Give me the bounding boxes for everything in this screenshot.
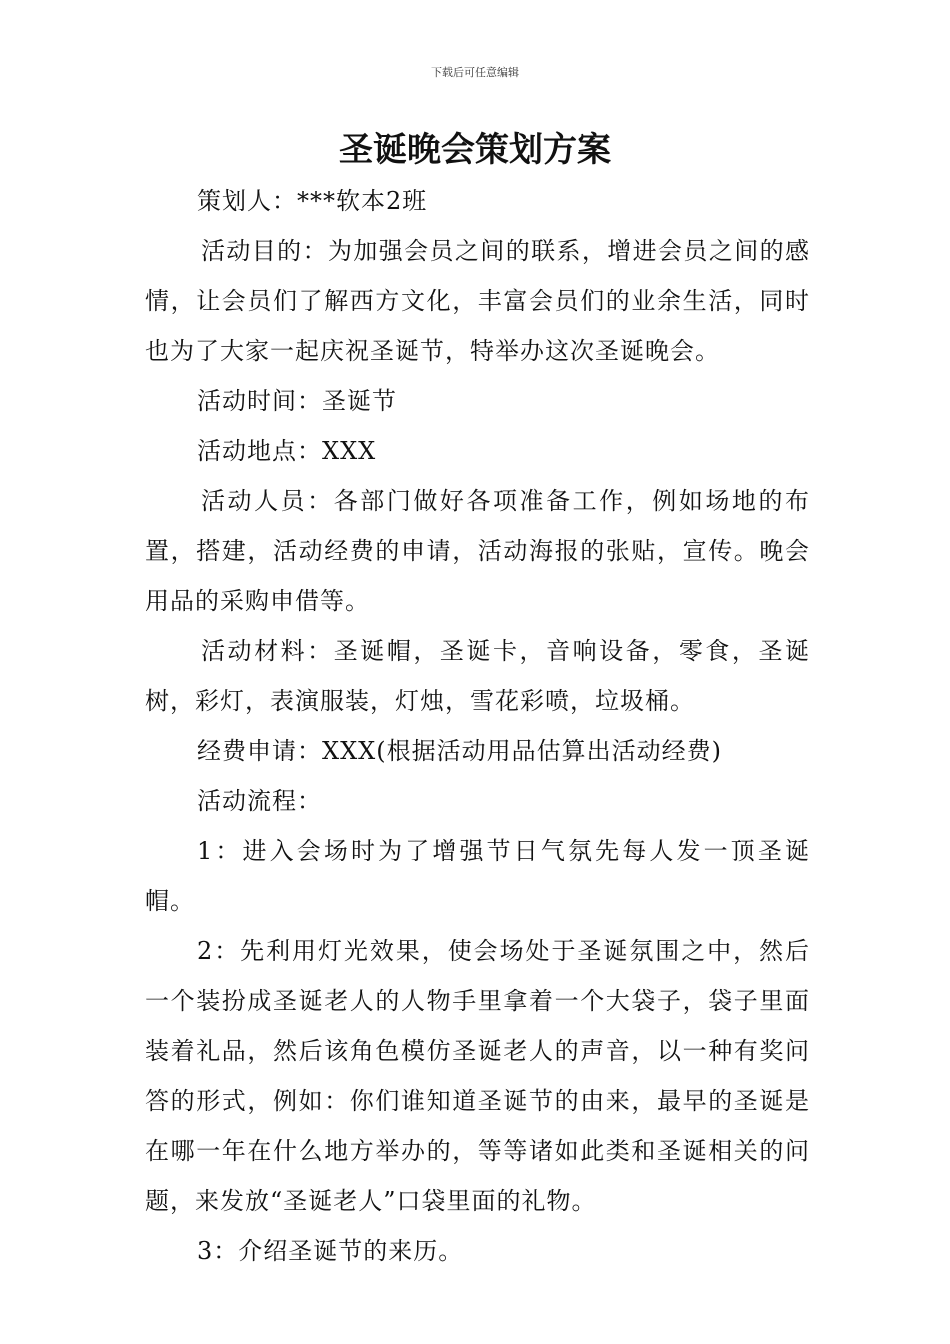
paragraph-step-2: 2：先利用灯光效果，使会场处于圣诞氛围之中，然后一个装扮成圣诞老人的人物手里拿着一个大袋子，袋子里面装着礼品，然后该角色模仿圣诞老人的声音，以一种有奖问答的形式，例如：你们谁知道圣诞节的由来，最早的圣诞是在哪一年在什么地方举办的，等等诸如此类和圣诞相关的问题，来发放“圣诞老人”口袋里面的礼物。	[145, 937, 810, 1215]
paragraph-time: 活动时间：圣诞节	[197, 387, 397, 415]
paragraph-materials: 活动材料：圣诞帽，圣诞卡，音响设备，零食，圣诞树，彩灯，表演服装，灯烛，雪花彩喷，垃圾桶。	[145, 637, 810, 715]
paragraph-staff: 活动人员：各部门做好各项准备工作，例如场地的布置，搭建，活动经费的申请，活动海报的张贴，宣传。晚会用品的采购申借等。	[145, 487, 810, 615]
paragraph-purpose: 活动目的：为加强会员之间的联系，增进会员之间的感情，让会员们了解西方文化，丰富会员们的业余生活，同时也为了大家一起庆祝圣诞节，特举办这次圣诞晚会。	[145, 237, 810, 365]
paragraph-budget: 经费申请：XXX(根据活动用品估算出活动经费)	[197, 737, 722, 765]
paragraph-location: 活动地点：XXX	[197, 437, 377, 465]
header-note: 下载后可任意编辑	[431, 66, 519, 79]
document-body	[145, 176, 810, 1276]
paragraph-step-1: 1：进入会场时为了增强节日气氛先每人发一顶圣诞帽。	[145, 837, 810, 915]
document-title: 圣诞晚会策划方案	[339, 130, 611, 170]
paragraph-planner: 策划人：***软本2班	[197, 187, 428, 215]
paragraph-process-heading: 活动流程：	[197, 787, 322, 815]
paragraph-step-3: 3：介绍圣诞节的来历。	[197, 1237, 464, 1265]
